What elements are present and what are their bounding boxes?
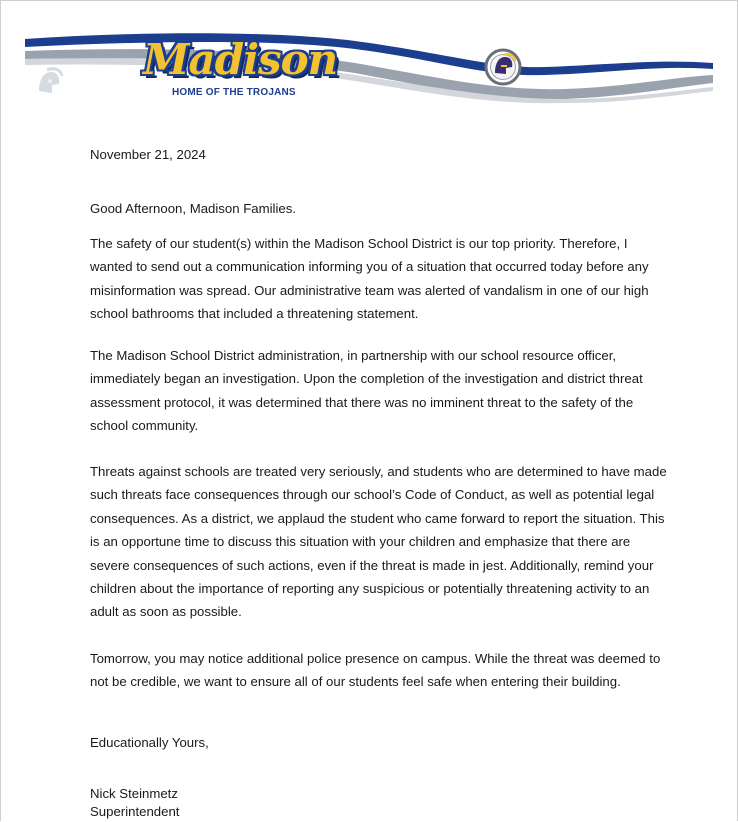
signer-title: Superintendent <box>90 804 180 819</box>
letterhead <box>25 29 713 107</box>
letter-greeting: Good Afternoon, Madison Families. <box>90 201 296 216</box>
letter-closing: Educationally Yours, <box>90 735 209 750</box>
trojan-helmet-seal-icon <box>486 50 520 84</box>
letter-paragraph: Threats against schools are treated very seriously, and students who are determined to have made such threats face consequences through our school’s Code of Conduct, as well as potential legal consequences. As a district, we applaud the student who came forward to report the situation. This is an opportune time to discuss this situation with your children and emphasize that there are severe consequences of such actions, even if the threat is made in jest. Additionally, remind your children about the importance of reporting any suspicious or potentially threatening activity to an adult as soon as possible. <box>90 464 667 620</box>
letter-date: November 21, 2024 <box>90 147 206 162</box>
letter-paragraph: Tomorrow, you may notice additional police presence on campus. While the threat was deemed to not be credible, we want to ensure all of our students feel safe when entering their building. <box>90 651 661 690</box>
signer-name: Nick Steinmetz <box>90 786 178 801</box>
district-logo-tagline: HOME OF THE TROJANS <box>172 87 296 98</box>
letterhead-swoosh <box>25 29 713 107</box>
district-logo-wordmark: Madison <box>143 35 338 84</box>
trojan-mascot-watermark-icon <box>33 63 65 99</box>
letter-paragraph: The Madison School District administration, in partnership with our school resource officer, immediately began an investigation. Upon the completion of the investigation and district threat assessment protocol, it was determined that there was no imminent threat to the safety of the school community. <box>90 348 643 434</box>
letter-paragraph: The safety of our student(s) within the Madison School District is our top priority. Therefore, I wanted to send out a communication informing you of a situation that occurred today before any misinformation was spread. Our administrative team was alerted of vandalism in one of our high school bathrooms that included a threatening statement. <box>90 236 649 322</box>
